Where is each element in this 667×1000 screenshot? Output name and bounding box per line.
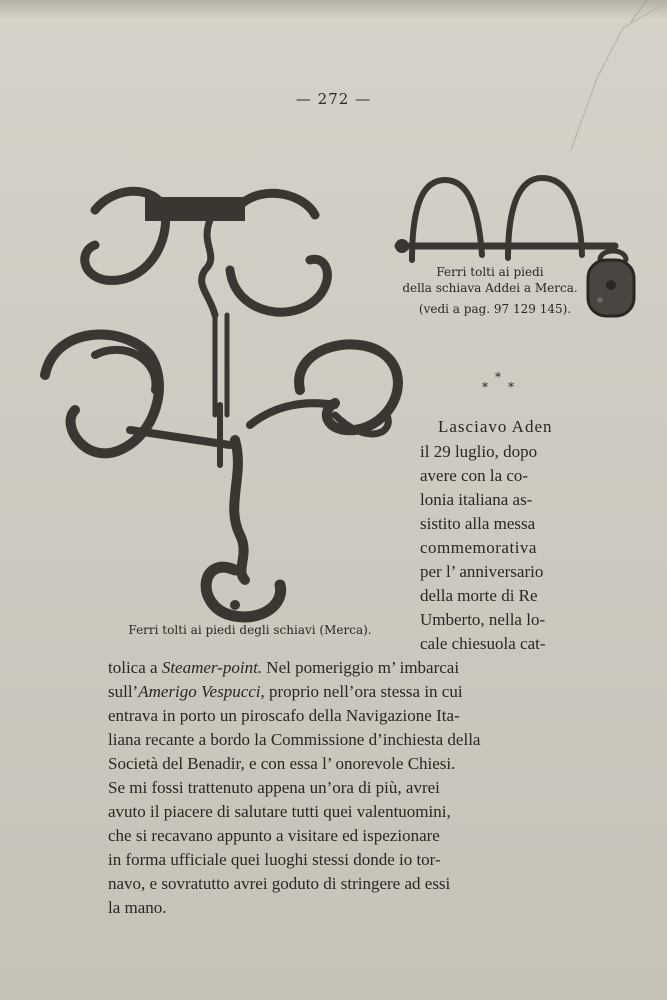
text-span: tolica a — [108, 658, 162, 677]
text-line: cale chiesuola cat- — [420, 634, 546, 653]
text-span: proprio nell’ora stessa in cui — [264, 682, 463, 701]
text-line-steamer-point — [108, 656, 459, 680]
caption-addei-line-2: della schiava Addei a Merca. — [402, 281, 578, 295]
text-line: navo, e sovratutto avrei goduto di stringere ad essi — [108, 874, 451, 893]
text-line: la mano. — [108, 898, 167, 917]
text-line: entrava in porto un piroscafo della Navigazione Ita- — [108, 706, 460, 725]
text-line: commemorativa — [420, 538, 537, 557]
section-break-asterism — [480, 370, 520, 394]
text-line: Umberto, nella lo- — [420, 610, 546, 629]
text-line: Società del Benadir, e con essa l’ onorevole Chiesi. — [108, 754, 456, 773]
asterism-star-top: * — [495, 370, 501, 384]
text-line: avuto il piacere di salutare tutti quei valentuomini, — [108, 802, 451, 821]
page-number: — 272 — — [295, 90, 372, 108]
text-line: lonia italiana as- — [420, 490, 533, 509]
caption-merca: Ferri tolti ai piedi degli schiavi (Merca). — [128, 623, 372, 637]
italic-place-name: Steamer-point. — [161, 658, 263, 677]
text-span: sull’ — [108, 682, 139, 701]
text-line: liana recante a bordo la Commissione d’inchiesta della — [108, 730, 481, 749]
text-line: che si recavano appunto a visitare ed ispezionare — [108, 826, 440, 845]
text-line: della morte di Re — [420, 586, 538, 605]
text-span: Nel pomeriggio m’ imbarcai — [262, 658, 460, 677]
text-line: sistito alla messa — [420, 514, 536, 533]
text-line: Se mi fossi trattenuto appena un’ora di più, avrei — [108, 778, 440, 797]
text-line-amerigo-vespucci — [108, 680, 463, 704]
text-line: Lasciavo Aden — [438, 417, 553, 436]
text-line: in forma ufficiale quei luoghi stessi donde io tor- — [108, 850, 441, 869]
leg-irons-merca-illustration — [35, 175, 415, 625]
asterism-star-left: * — [482, 380, 488, 394]
text-line: avere con la co- — [420, 466, 529, 485]
italic-ship-name: Amerigo Vespucci, — [138, 682, 265, 701]
asterism-star-right: * — [508, 380, 514, 394]
paper-crease — [527, 0, 667, 160]
caption-addei-line-3: (vedi a pag. 97 129 145). — [418, 302, 572, 316]
caption-addei-line-1: Ferri tolti ai piedi — [436, 265, 544, 279]
text-line: il 29 luglio, dopo — [420, 442, 538, 461]
text-line: per l’ anniversario — [420, 562, 544, 581]
